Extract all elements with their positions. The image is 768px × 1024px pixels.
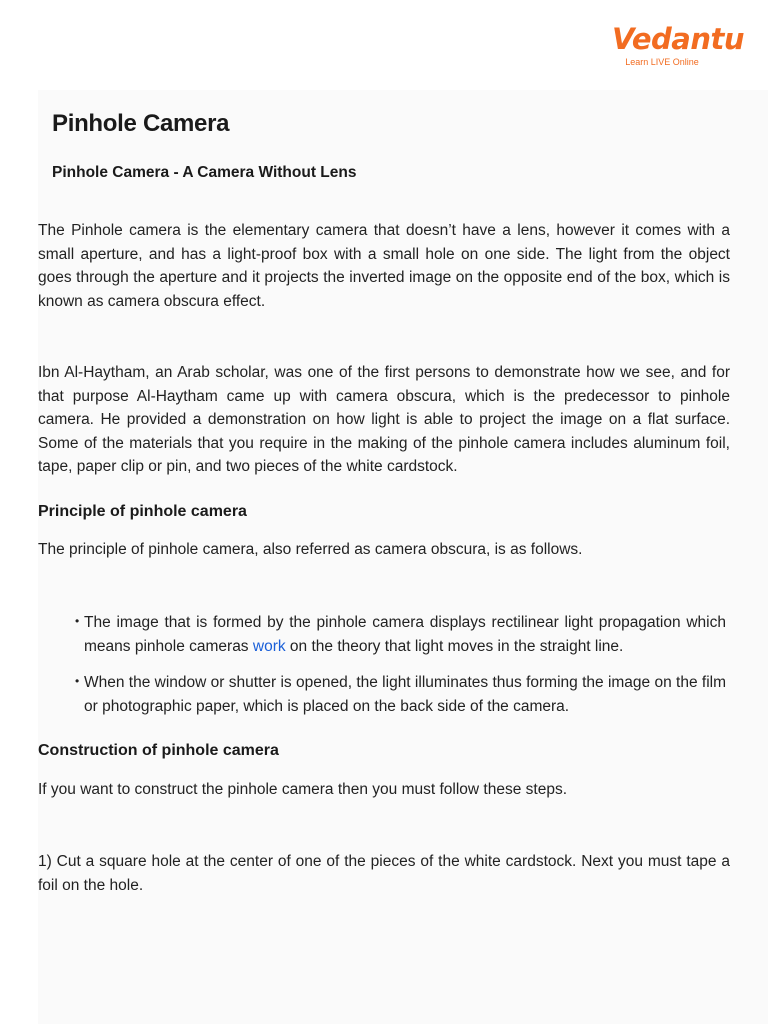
logo-wordmark: Vedantu <box>612 22 744 56</box>
bullet-1-text-end: on the theory that light moves in the straight line. <box>285 637 624 655</box>
logo-tagline: Learn LIVE Online <box>625 57 699 67</box>
bullet-dot: • <box>75 674 80 688</box>
intro-paragraph: The Pinhole camera is the elementary camera that doesn’t have a lens, however it comes with a small aperture, and has a light-proof box with a small hole on one side. The light from the object goes through the aperture and it projects the inverted image on the opposite end of the box, which is known as camera obscura effect. <box>38 222 730 310</box>
construction-step-1: 1) Cut a square hole at the center of one of the pieces of the white cardstock. Next you must tape a foil on the hole. <box>38 853 730 894</box>
principle-bullet-1 <box>72 611 726 658</box>
principle-bullet-2 <box>72 671 726 718</box>
principle-heading: Principle of pinhole camera <box>38 503 247 520</box>
page-title: Pinhole Camera <box>52 110 230 137</box>
page-subtitle: Pinhole Camera - A Camera Without Lens <box>52 164 357 181</box>
construction-intro: If you want to construct the pinhole camera then you must follow these steps. <box>38 781 568 798</box>
history-paragraph: Ibn Al-Haytham, an Arab scholar, was one of the first persons to demonstrate how we see, and for that purpose Al-Haytham came up with camera obscura, which is the predecessor to pinhole camera. He provided a demonstration on how light is able to project the image on a flat surface. Some of the materials that you require in the making of the pinhole camera includes aluminum foil, tape, paper clip or pin, and two pieces of the white cardstock. <box>38 364 730 475</box>
work-link[interactable]: work <box>252 637 286 655</box>
construction-heading: Construction of pinhole camera <box>38 742 279 759</box>
bullet-2-text: When the window or shutter is opened, the light illuminates thus forming the image on the film or photographic paper, which is placed on the back side of the camera. <box>84 674 726 715</box>
bullet-1-text-start: The image that is formed by the pinhole camera displays rectilinear light propagation which means pinhole cameras <box>84 614 726 655</box>
bullet-dot: • <box>75 614 80 628</box>
principle-intro: The principle of pinhole camera, also referred as camera obscura, is as follows. <box>38 541 583 558</box>
vedantu-logo[interactable] <box>612 22 744 72</box>
